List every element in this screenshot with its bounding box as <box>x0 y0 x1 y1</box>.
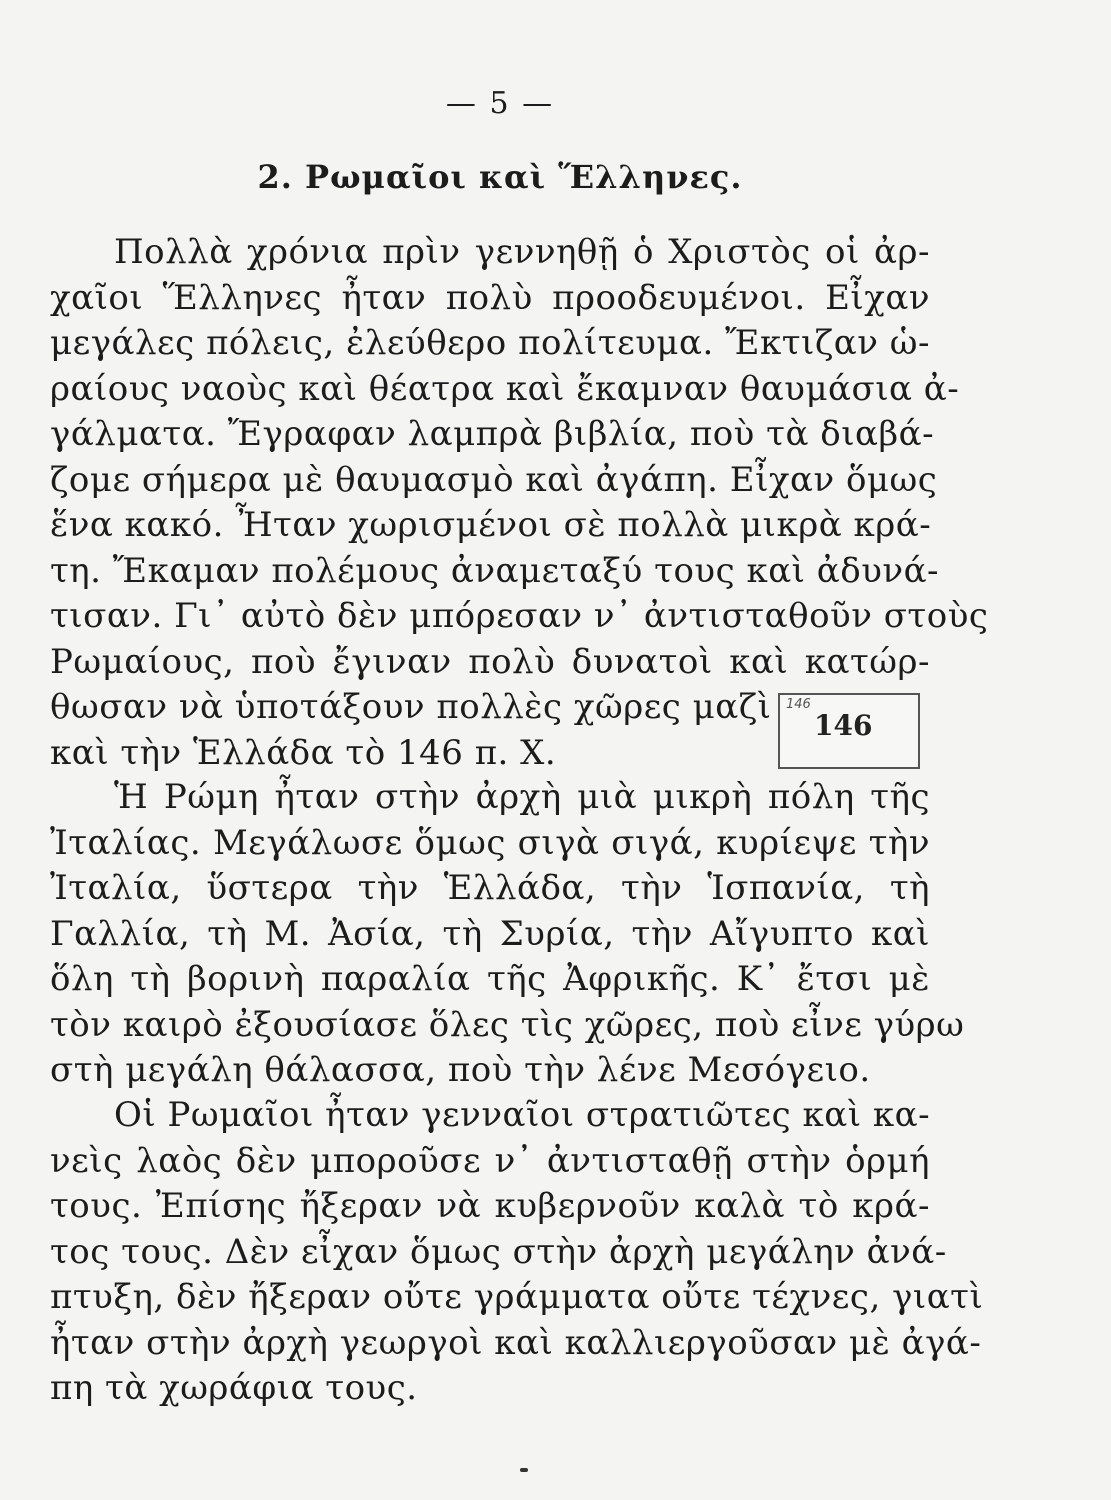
text-line: πη τὰ χωράφια τους. <box>50 1368 418 1408</box>
text-line: τους. Ἐπίσης ἤξεραν νὰ κυβερνοῦν καλὰ τὸ κρά- <box>50 1186 930 1226</box>
text-line: θωσαν νὰ ὑποτάξουν πολλὲς χῶρες μαζὶ <box>50 687 772 727</box>
text-line: Ἰταλία, ὕστερα τὴν Ἑλλάδα, τὴν Ἱσπανία, τὴ <box>50 868 930 908</box>
text-line: τος τους. Δὲν εἶχαν ὅμως στὴν ἀρχὴ μεγάλην ἀνά- <box>50 1231 947 1272</box>
text-line: ζομε σήμερα μὲ θαυμασμὸ καὶ ἀγάπη. Εἶχαν ὅμως <box>50 459 938 500</box>
text-line: Οἱ Ρωμαῖοι ἦταν γενναῖοι στρατιῶτες καὶ κα- <box>114 1095 931 1135</box>
text-line: πτυξη, δὲν ἤξεραν οὔτε γράμματα οὔτε τέχνες, γιατὶ <box>50 1277 984 1317</box>
text-line: Ἰταλίας. Μεγάλωσε ὅμως σιγὰ σιγά, κυρίεψε τὴν <box>50 822 930 863</box>
paragraph-2 <box>50 775 965 1094</box>
margin-date-box <box>778 693 920 769</box>
paragraph-3 <box>50 1093 984 1412</box>
page-number: — 5 — <box>445 86 555 121</box>
text-line: Πολλὰ χρόνια πρὶν γεννηθῇ ὁ Χριστὸς οἱ ἀρ- <box>114 232 930 272</box>
text-line: καὶ τὴν Ἑλλάδα τὸ 146 π. Χ. <box>50 732 557 773</box>
text-line: ἦταν στὴν ἀρχὴ γεωργοὶ καὶ καλλιεργοῦσαν μὲ ἀγά- <box>50 1322 982 1363</box>
margin-date-handwritten: 146 <box>786 697 811 712</box>
text-line: Ρωμαίους, ποὺ ἔγιναν πολὺ δυνατοὶ καὶ κατώρ- <box>50 641 930 682</box>
text-line: μεγάλες πόλεις, ἐλεύθερο πολίτευμα. Ἔκτιζαν ὡ- <box>50 323 930 363</box>
text-line: ὅλη τὴ βορινὴ παραλία τῆς Ἀφρικῆς. Κ᾽ ἔτσι μὲ <box>50 959 930 999</box>
text-line: στὴ μεγάλη θάλασσα, ποὺ τὴν λένε Μεσόγειο. <box>50 1050 871 1090</box>
margin-date-printed: 146 <box>814 709 873 742</box>
text-line: Ἡ Ρώμη ἦταν στὴν ἀρχὴ μιὰ μικρὴ πόλη τῆς <box>114 777 930 817</box>
text-line: ραίους ναοὺς καὶ θέατρα καὶ ἔκαμναν θαυμάσια ἀ- <box>50 368 960 409</box>
text-line: τισαν. Γι᾽ αὐτὸ δὲν μπόρεσαν ν᾽ ἀντισταθοῦν στοὺς <box>50 596 989 636</box>
text-line: γάλματα. Ἔγραφαν λαμπρὰ βιβλία, ποὺ τὰ διαβά- <box>50 414 935 454</box>
text-line: τη. Ἔκαμαν πολέμους ἀναμεταξύ τους καὶ ἀδυνά- <box>50 550 940 591</box>
text-line: νεὶς λαὸς δὲν μποροῦσε ν᾽ ἀντισταθῇ στὴν ὁρμή <box>50 1140 930 1181</box>
text-line: τὸν καιρὸ ἐξουσίασε ὅλες τὶς χῶρες, ποὺ εἶνε γύρω <box>50 1004 965 1045</box>
text-line: Γαλλία, τὴ Μ. Ἀσία, τὴ Συρία, τὴν Αἴγυπτο καὶ <box>50 913 930 954</box>
text-line: ἕνα κακό. Ἦταν χωρισμένοι σὲ πολλὰ μικρὰ κρά- <box>50 505 932 545</box>
chapter-heading: 2. Ρωμαῖοι καὶ Ἕλληνες. <box>257 158 743 196</box>
text-line: χαῖοι Ἕλληνες ἦταν πολὺ προοδευμένοι. Εἶχαν <box>50 277 930 318</box>
ink-mark <box>520 1468 528 1472</box>
